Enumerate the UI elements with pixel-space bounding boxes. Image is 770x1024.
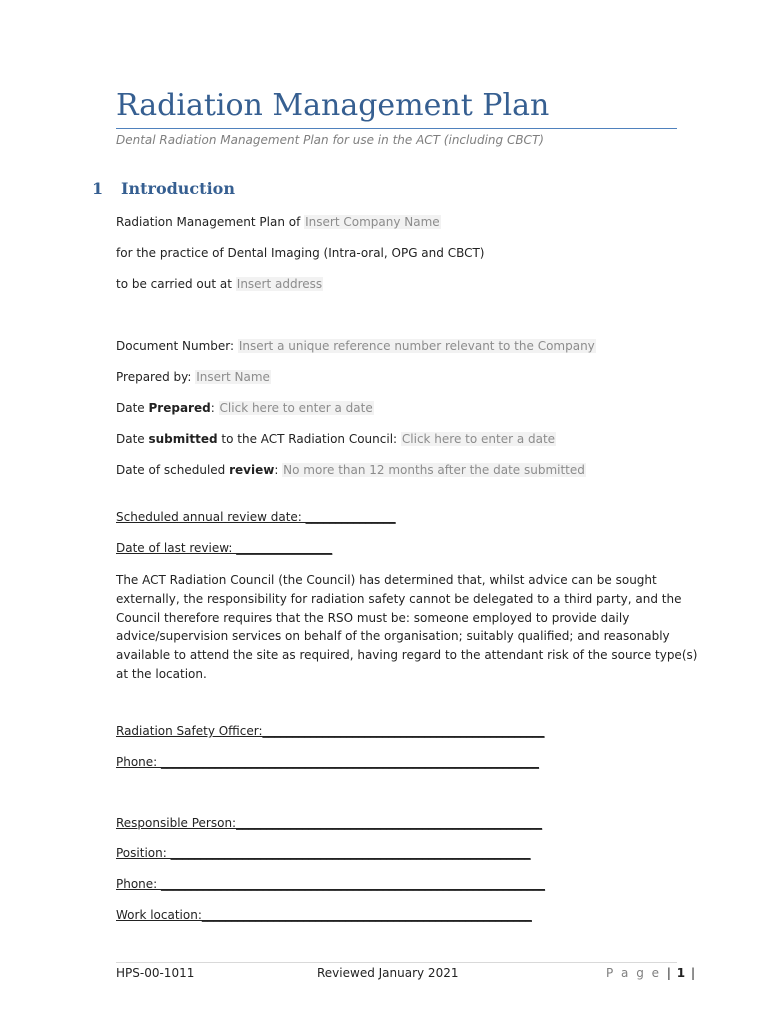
address-field[interactable]: Insert address [236, 277, 323, 291]
footer-reviewed: Reviewed January 2021 [317, 966, 459, 980]
page-number: 1 [676, 966, 686, 980]
annual-review-field[interactable]: Scheduled annual review date: _______________ [116, 510, 396, 524]
address-line [116, 276, 323, 292]
date-submitted-suffix: to the ACT Radiation Council: [217, 432, 401, 446]
paragraph-line: advice/supervision services on behalf of the organisation; suitably qualified; and reasonably [116, 629, 670, 644]
review-suffix: : [274, 463, 283, 477]
document-number-label: Document Number: [116, 339, 238, 353]
paragraph-line: The ACT Radiation Council (the Council) has determined that, whilst advice can be sought [116, 573, 657, 587]
work-location-field[interactable]: Work location:_______________________________________________________ [116, 908, 532, 922]
section-heading: Introduction [121, 179, 235, 198]
footer-page [606, 965, 695, 981]
footer-doc-code: HPS-00-1011 [116, 966, 195, 980]
scheduled-review-field[interactable]: No more than 12 months after the date submitted [283, 463, 585, 477]
council-paragraph [116, 571, 698, 684]
responsible-person-phone-field[interactable]: Phone: ________________________________________________________________ [116, 877, 546, 891]
page-separator-end: | [690, 966, 695, 980]
date-prepared-prefix: Date [116, 401, 149, 415]
document-number-field[interactable]: Insert a unique reference number relevant to the Company [238, 339, 595, 353]
date-submitted-prefix: Date [116, 432, 149, 446]
practice-line: for the practice of Dental Imaging (Intra-oral, OPG and CBCT) [116, 246, 485, 260]
prepared-by-label: Prepared by: [116, 370, 196, 384]
prepared-by-line [116, 369, 271, 385]
rso-phone-field[interactable]: Phone: _______________________________________________________________ [116, 755, 540, 769]
date-prepared-suffix: : [210, 401, 219, 415]
rso-field[interactable]: Radiation Safety Officer:_______________________________________________ [116, 724, 545, 738]
title-rule [116, 128, 677, 129]
date-submitted-line [116, 431, 556, 447]
section-number: 1 [92, 179, 104, 198]
page-label: P a g e [606, 966, 662, 980]
address-label: to be carried out at [116, 277, 236, 291]
paragraph-line: externally, the responsibility for radiation safety cannot be delegated to a third party, and the [116, 591, 682, 606]
scheduled-review-line [116, 462, 586, 478]
document-number-line [116, 338, 596, 354]
position-field[interactable]: Position: ____________________________________________________________ [116, 846, 531, 860]
paragraph-line: Council therefore requires that the RSO must be: someone employed to provide daily [116, 610, 630, 625]
company-label: Radiation Management Plan of [116, 215, 305, 229]
date-submitted-bold: submitted [148, 432, 218, 446]
company-name-field[interactable]: Insert Company Name [305, 215, 440, 229]
document-subtitle: Dental Radiation Management Plan for use in the ACT (including CBCT) [116, 133, 544, 147]
paragraph-line: at the location. [116, 666, 207, 681]
page-separator: | [666, 966, 671, 980]
date-prepared-field[interactable]: Click here to enter a date [219, 401, 373, 415]
company-line [116, 214, 441, 230]
paragraph-line: available to attend the site as required, having regard to the attendant risk of the source type(s) [116, 648, 698, 663]
document-title: Radiation Management Plan [116, 88, 550, 123]
date-prepared-bold: Prepared [148, 401, 211, 415]
date-submitted-field[interactable]: Click here to enter a date [401, 432, 556, 446]
prepared-by-field[interactable]: Insert Name [196, 370, 270, 384]
last-review-field[interactable]: Date of last review: ________________ [116, 541, 333, 555]
footer-rule [116, 962, 677, 963]
review-prefix: Date of scheduled [116, 463, 230, 477]
date-prepared-line [116, 400, 374, 416]
responsible-person-field[interactable]: Responsible Person:___________________________________________________ [116, 816, 543, 830]
review-bold: review [229, 463, 275, 477]
